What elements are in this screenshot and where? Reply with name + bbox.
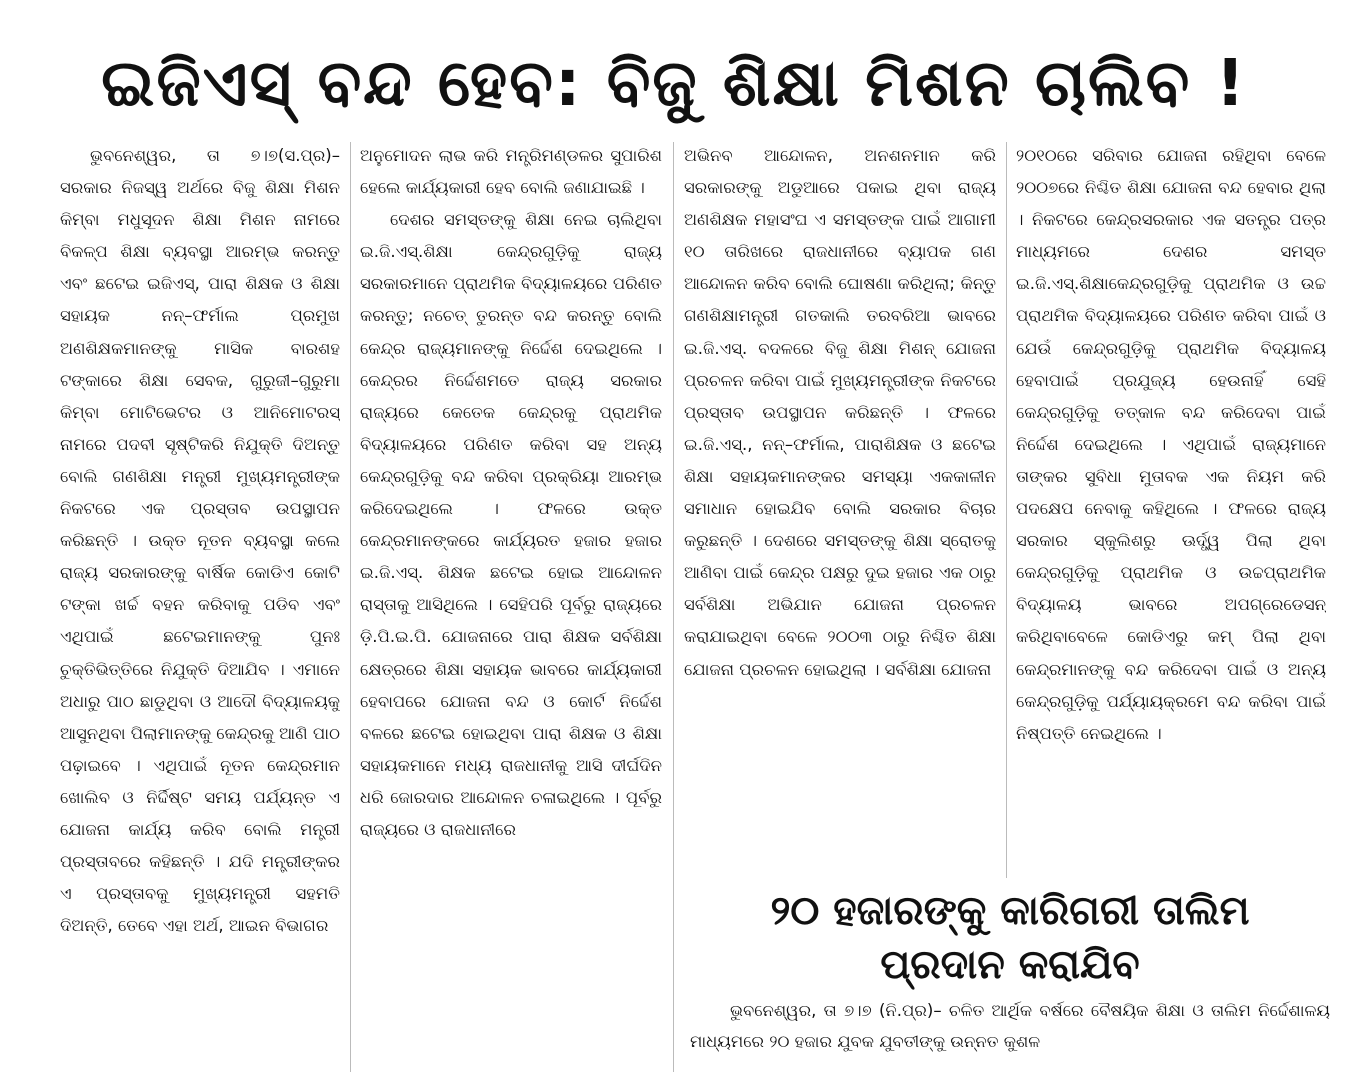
article-paragraph: ଭୁବନେଶ୍ୱର, ତା ୭।୭(ସ.ପ୍ର)– ସରକାର ନିଜସ୍ୱ ଅର୍ଥରେ ବିଜୁ ଶିକ୍ଷା ମିଶନ କିମ୍ବା ମଧୁସୂଦନ ଶିକ୍ଷା ମିଶନ ନାମରେ ବିକଳ୍ପ ଶିକ୍ଷା ବ୍ୟବସ୍ଥା ଆରମ୍ଭ କରନ୍ତୁ ଏବଂ ଛଟେଇ ଇଜିଏସ୍, ପାରା ଶିକ୍ଷକ ଓ ଶିକ୍ଷା ସହାୟକ ନନ୍–ଫର୍ମାଲ ପ୍ରମୁଖ ଅଣଶିକ୍ଷକମାନଙ୍କୁ ମାସିକ ବାରଶହ ଟଙ୍କାରେ ଶିକ୍ଷା ସେବକ, ଗୁରୁଜୀ–ଗୁରୁମା କିମ୍ବା ମୋଟିଭେଟର ଓ ଆନିମୋଟରସ୍ ନାମରେ ପଦବୀ ସୃଷ୍ଟିକରି ନିଯୁକ୍ତି ଦିଅନ୍ତୁ ବୋଲି ଗଣଶିକ୍ଷା ମନ୍ତ୍ରୀ ମୁଖ୍ୟମନ୍ତ୍ରୀଙ୍କ ନିକଟରେ ଏକ ପ୍ରସ୍ତାବ ଉପସ୍ଥାପନ କରିଛନ୍ତି । ଉକ୍ତ ନୂତନ ବ୍ୟବସ୍ଥା କଲେ ରାଜ୍ୟ ସରକାରଙ୍କୁ ବାର୍ଷିକ କୋଡିଏ କୋଟି ଟଙ୍କା ଖର୍ଚ୍ଚ ବହନ କରିବାକୁ ପଡିବ ଏବଂ ଏଥିପାଇଁ ଛଟେଇମାନଙ୍କୁ ପୁନଃ ଚୁକ୍ତିଭିତ୍ତିରେ ନିଯୁକ୍ତି ଦିଆଯିବ । ଏମାନେ ଅଧାରୁ ପାଠ ଛାଡୁଥିବା ଓ ଆଦୌ ବିଦ୍ୟାଳୟକୁ ଆସୁନଥିବା ପିଲାମାନଙ୍କୁ କେନ୍ଦ୍ରକୁ ଆଣି ପାଠ ପଢ଼ାଇବେ । ଏଥିପାଇଁ ନୂତନ କେନ୍ଦ୍ରମାନ ଖୋଲିବ ଓ ନିର୍ଦ୍ଦିଷ୍ଟ ସମୟ ପର୍ଯ୍ୟନ୍ତ ଏ ଯୋଜନା କାର୍ଯ୍ୟ କରିବ ବୋଲି ମନ୍ତ୍ରୀ ପ୍ରସ୍ତାବରେ କହିଛନ୍ତି । ଯଦି ମନ୍ତ୍ରୀଙ୍କର ଏ ପ୍ରସ୍ତାବକୁ ମୁଖ୍ୟମନ୍ତ୍ରୀ ସହମତି ଦିଅନ୍ତି, ତେବେ ଏହା ଅର୍ଥ, ଆଇନ ବିଭାଗର (60, 146, 340, 936)
column-divider (350, 142, 351, 1072)
article-column-4 (1016, 140, 1326, 876)
article-paragraph: ଅନୁମୋଦନ ଲାଭ କରି ମନ୍ତ୍ରିମଣ୍ଡଳର ସୁପାରିଶ ହେଲେ କାର୍ଯ୍ୟକାରୀ ହେବ ବୋଲି ଜଣାଯାଇଛି । (360, 146, 662, 198)
column-divider (673, 142, 674, 1072)
article-column-1 (60, 140, 340, 1076)
article-paragraph: ଅଭିନବ ଆନ୍ଦୋଳନ, ଅନଶନମାନ କରି ସରକାରଙ୍କୁ ଅଡୁଆରେ ପକାଇ ଥିବା ରାଜ୍ୟ ଅଣଶିକ୍ଷକ ମହାସଂଘ ଏ ସମସ୍ତଙ୍କ ପାଇଁ ଆଗାମୀ ୧୦ ତାରିଖରେ ରାଜଧାନୀରେ ବ୍ୟାପକ ଗଣ ଆନ୍ଦୋଳନ କରିବ ବୋଲି ଘୋଷଣା କରିଥିଲା; କିନ୍ତୁ ଗଣଶିକ୍ଷାମନ୍ତ୍ରୀ ଗତକାଲି ତରବରିଆ ଭାବରେ ଇ.ଜି.ଏସ୍. ବଦଳରେ ବିଜୁ ଶିକ୍ଷା ମିଶନ୍ ଯୋଜନା ପ୍ରଚଳନ କରିବା ପାଇଁ ମୁଖ୍ୟମନ୍ତ୍ରୀଙ୍କ ନିକଟରେ ପ୍ରସ୍ତାବ ଉପସ୍ଥାପନ କରିଛନ୍ତି । ଫଳରେ ଇ.ଜି.ଏସ୍., ନନ୍–ଫର୍ମାଲ, ପାରାଶିକ୍ଷକ ଓ ଛଟେଇ ଶିକ୍ଷା ସହାୟକମାନଙ୍କର ସମସ୍ୟା ଏକକାଳୀନ ସମାଧାନ ହୋଇଯିବ ବୋଲି ସରକାର ବିଚାର କରୁଛନ୍ତି । ଦେଶରେ ସମସ୍ତଙ୍କୁ ଶିକ୍ଷା ସ୍ରୋତକୁ ଆଣିବା ପାଇଁ କେନ୍ଦ୍ର ପକ୍ଷରୁ ଦୁଇ ହଜାର ଏକ ଠାରୁ ସର୍ବଶିକ୍ଷା ଅଭିଯାନ ଯୋଜନା ପ୍ରଚଳନ କରାଯାଇଥିବା ବେଳେ ୨୦୦୩ ଠାରୁ ନିଶ୍ଚିତ ଶିକ୍ଷା ଯୋଜନା ପ୍ରଚଳନ ହୋଇଥିଲା । ସର୍ବଶିକ୍ଷା ଯୋଜନା (684, 146, 996, 679)
main-headline: ଇଜିଏସ୍ ବନ୍ଦ ହେବ: ବିଜୁ ଶିକ୍ଷା ମିଶନ ଚାଲିବ ! (101, 47, 1247, 121)
article-column-2 (360, 140, 662, 1076)
second-story-headline-line-2: ପ୍ରଦାନ କରାଯିବ (880, 942, 1140, 988)
column-divider (1006, 142, 1007, 878)
second-story-headline-line-1: ୨୦ ହଜାରଙ୍କୁ କାରିଗରୀ ତାଲିମ (770, 888, 1250, 934)
article-paragraph: ଦେଶର ସମସ୍ତଙ୍କୁ ଶିକ୍ଷା ନେଇ ଚାଲିଥିବା ଇ.ଜି.ଏସ୍.ଶିକ୍ଷା କେନ୍ଦ୍ରଗୁଡ଼ିକୁ ରାଜ୍ୟ ସରକାରମାନେ ପ୍ରାଥମିକ ବିଦ୍ୟାଳୟରେ ପରିଣତ କରନ୍ତୁ; ନଚେତ୍ ତୁରନ୍ତ ବନ୍ଦ କରନ୍ତୁ ବୋଲି କେନ୍ଦ୍ର ରାଜ୍ୟମାନଙ୍କୁ ନିର୍ଦ୍ଦେଶ ଦେଇଥିଲେ । କେନ୍ଦ୍ରର ନିର୍ଦ୍ଦେଶମତେ ରାଜ୍ୟ ସରକାର ରାଜ୍ୟରେ କେତେକ କେନ୍ଦ୍ରକୁ ପ୍ରାଥମିକ ବିଦ୍ୟାଳୟରେ ପରିଣତ କରିବା ସହ ଅନ୍ୟ କେନ୍ଦ୍ରଗୁଡ଼ିକୁ ବନ୍ଦ କରିବା ପ୍ରକ୍ରିୟା ଆରମ୍ଭ କରିଦେଇଥିଲେ । ଫଳରେ ଉକ୍ତ କେନ୍ଦ୍ରମାନଙ୍କରେ କାର୍ଯ୍ୟରତ ହଜାର ହଜାର ଇ.ଜି.ଏସ୍. ଶିକ୍ଷକ ଛଟେଇ ହୋଇ ଆନ୍ଦୋଳନ ରାସ୍ତାକୁ ଆସିଥିଲେ । ସେହିପରି ପୂର୍ବରୁ ରାଜ୍ୟରେ ଡ଼ି.ପି.ଇ.ପି. ଯୋଜନାରେ ପାରା ଶିକ୍ଷକ ସର୍ବଶିକ୍ଷା କ୍ଷେତ୍ରରେ ଶିକ୍ଷା ସହାୟକ ଭାବରେ କାର୍ଯ୍ୟକାରୀ ହେବାପରେ ଯୋଜନା ବନ୍ଦ ଓ କୋର୍ଟ ନିର୍ଦ୍ଦେଶ ବଳରେ ଛଟେଇ ହୋଇଥିବା ପାରା ଶିକ୍ଷକ ଓ ଶିକ୍ଷା ସହାୟକମାନେ ମଧ୍ୟ ରାଜଧାନୀକୁ ଆସି ଦୀର୍ଘଦିନ ଧରି ଜୋରଦାର ଆନ୍ଦୋଳନ ଚଳାଇଥିଲେ । ପୂର୍ବରୁ ରାଜ୍ୟରେ ଓ ରାଜଧାନୀରେ (360, 210, 662, 839)
article-column-3 (684, 140, 996, 864)
article-paragraph: ୨୦୧୦ରେ ସରିବାର ଯୋଜନା ରହିଥିବା ବେଳେ ୨୦୦୭ରେ ନିଶ୍ଚିତ ଶିକ୍ଷା ଯୋଜନା ବନ୍ଦ ହେବାର ଥିଲା । ନିକଟରେ କେନ୍ଦ୍ରସରକାର ଏକ ସତନ୍ତ୍ର ପତ୍ର ମାଧ୍ୟମରେ ଦେଶର ସମସ୍ତ ଇ.ଜି.ଏସ୍.ଶିକ୍ଷାକେନ୍ଦ୍ରଗୁଡ଼ିକୁ ପ୍ରାଥମିକ ଓ ଉଚ୍ଚ ପ୍ରାଥମିକ ବିଦ୍ୟାଳୟରେ ପରିଣତ କରିବା ପାଇଁ ଓ ଯେଉଁ କେନ୍ଦ୍ରଗୁଡ଼ିକୁ ପ୍ରାଥମିକ ବିଦ୍ୟାଳୟ ହେବାପାଇଁ ପ୍ରଯୁଜ୍ୟ ହେଉନାହିଁ ସେହି କେନ୍ଦ୍ରଗୁଡ଼ିକୁ ତତ୍କାଳ ବନ୍ଦ କରିଦେବା ପାଇଁ ନିର୍ଦ୍ଦେଶ ଦେଇଥିଲେ । ଏଥିପାଇଁ ରାଜ୍ୟମାନେ ତାଙ୍କର ସୁବିଧା ମୁତାବକ ଏକ ନିୟମ କରି ପଦକ୍ଷେପ ନେବାକୁ କହିଥିଲେ । ଫଳରେ ରାଜ୍ୟ ସରକାର ସ୍କୁଲିଶରୁ ଊର୍ଦ୍ଧ୍ୱ ପିଲା ଥିବା କେନ୍ଦ୍ରଗୁଡ଼ିକୁ ପ୍ରାଥମିକ ଓ ଉଚ୍ଚପ୍ରାଥମିକ ବିଦ୍ୟାଳୟ ଭାବରେ ଅପଗ୍ରେଡେସନ୍ କରିଥିବାବେଳେ କୋଡିଏରୁ କମ୍ ପିଲା ଥିବା କେନ୍ଦ୍ରମାନଙ୍କୁ ବନ୍ଦ କରିଦେବା ପାଇଁ ଓ ଅନ୍ୟ କେନ୍ଦ୍ରଗୁଡ଼ିକୁ ପର୍ଯ୍ୟାୟକ୍ରମେ ବନ୍ଦ କରିବା ପାଇଁ ନିଷ୍ପତ୍ତି ନେଇଥିଲେ । (1016, 146, 1326, 743)
second-story-body: ଭୁବନେଶ୍ୱର, ତା ୭।୭ (ନି.ପ୍ର)– ଚଳିତ ଆର୍ଥିକ ବର୍ଷରେ ବୈଷୟିକ ଶିକ୍ଷା ଓ ତାଲିମ ନିର୍ଦ୍ଦେଶାଳୟ ମାଧ୍ୟମରେ ୨୦ ହଜାର ଯୁବକ ଯୁବତୀଙ୍କୁ ଉନ୍ନତ କୁଶଳ (690, 1001, 1330, 1051)
